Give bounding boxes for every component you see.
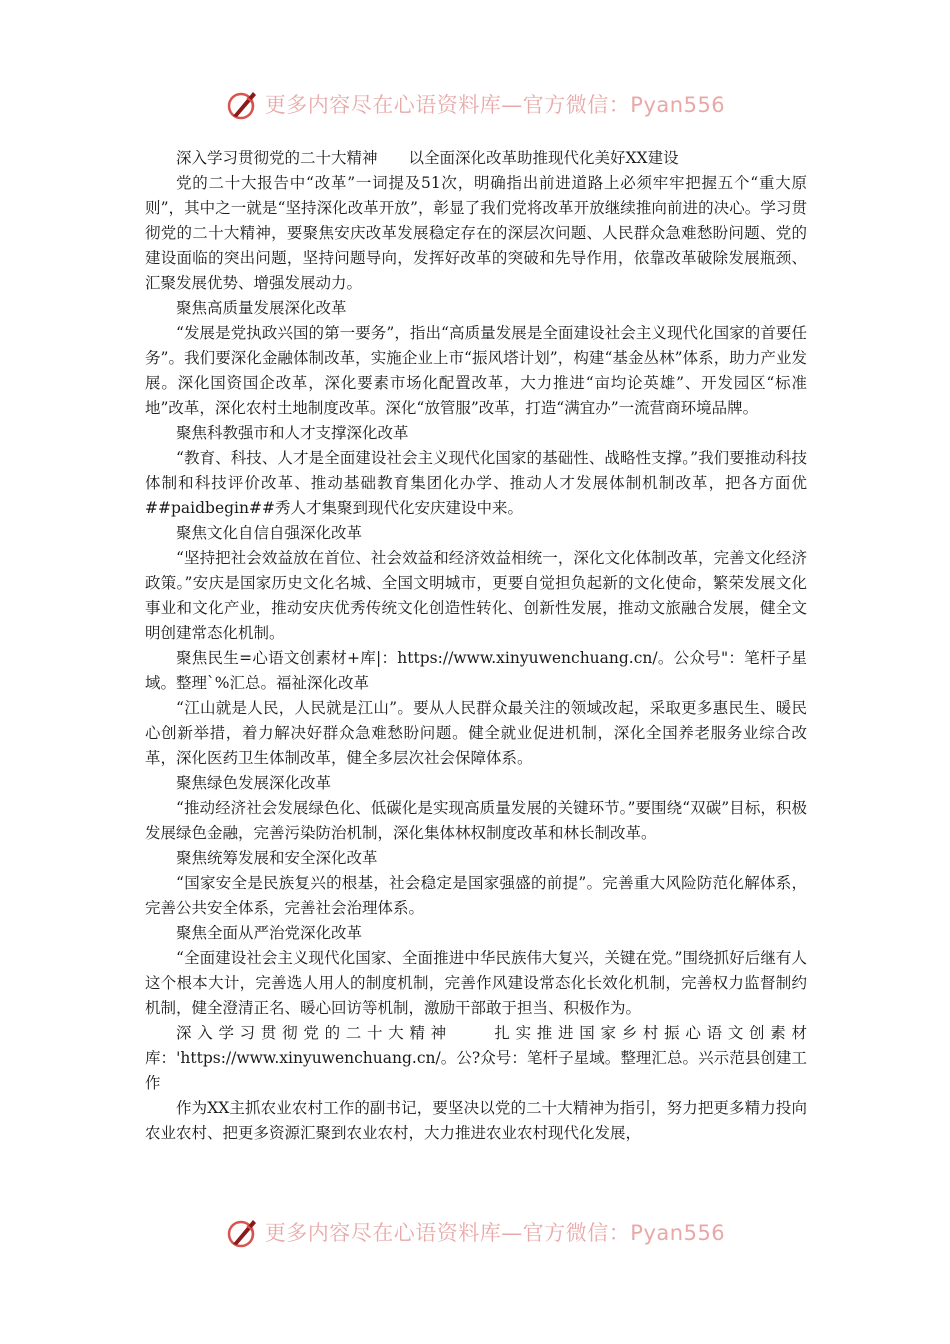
footer-banner — [0, 1212, 950, 1252]
section-heading: 聚焦全面从严治党深化改革 — [176, 924, 363, 942]
paragraph: 党的二十大报告中“改革”一词提及51次，明确指出前进道路上必须牢牢把握五个“重大原则”，其中之一就是“坚持深化改革开放”，彰显了我们党将改革开放继续推向前进的决心。学习贯彻党的二十大精神，要聚焦安庆改革发展稳定存在的深层次问题、人民群众急难愁盼问题、党的建设面临的突出问题，坚持问题导向，发挥好改革的突破和先导作用，依靠改革破除发展瓶颈、汇聚发展优势、增强发展动力。 — [145, 174, 807, 292]
header-banner — [0, 84, 950, 124]
header-banner-text: 更多内容尽在心语资料库—官方微信：Pyan556 — [264, 93, 726, 117]
pen-quill-logo-icon — [225, 1214, 261, 1250]
section-heading: 聚焦民生=心语文创素材+库|：https://www.xinyuwenchuang.cn/。公众号"：笔杆子星域。整理`%汇总。福祉深化改革 — [145, 649, 807, 692]
doc-title-2: 深入学习贯彻党的二十大精神 扎实推进国家乡村振心语文创素材库：'https://www.xinyuwenchuang.cn/。公?众号：笔杆子星域。整理汇总。兴示范县创建工作 — [145, 1024, 807, 1092]
doc-title-1: 深入学习贯彻党的二十大精神 以全面深化改革助推现代化美好XX建设 — [176, 149, 679, 167]
section-heading: 聚焦绿色发展深化改革 — [176, 774, 332, 792]
paragraph: “全面建设社会主义现代化国家、全面推进中华民族伟大复兴，关键在党。”围绕抓好后继有人这个根本大计，完善选人用人的制度机制，完善作风建设常态化长效化机制，完善权力监督制约机制，健全澄清正名、暖心回访等机制，激励干部敢于担当、积极作为。 — [145, 949, 807, 1017]
paragraph: “推动经济社会发展绿色化、低碳化是实现高质量发展的关键环节。”要围绕“双碳”目标，积极发展绿色金融，完善污染防治机制，深化集体林权制度改革和林长制改革。 — [145, 799, 807, 842]
section-heading: 聚焦统筹发展和安全深化改革 — [176, 849, 378, 867]
paragraph: “坚持把社会效益放在首位、社会效益和经济效益相统一，深化文化体制改革，完善文化经济政策。”安庆是国家历史文化名城、全国文明城市，更要自觉担负起新的文化使命，繁荣发展文化事业和文化产业，推动安庆优秀传统文化创造性转化、创新性发展，推动文旅融合发展，健全文明创建常态化机制。 — [145, 549, 807, 642]
paragraph: “教育、科技、人才是全面建设社会主义现代化国家的基础性、战略性支撑。”我们要推动科技体制和科技评价改革、推动基础教育集团化办学、推动人才发展体制机制改革，把各方面优##paidbegin##秀人才集聚到现代化安庆建设中来。 — [145, 449, 807, 517]
section-heading: 聚焦文化自信自强深化改革 — [176, 524, 363, 542]
document-body — [145, 146, 807, 1146]
paragraph: “发展是党执政兴国的第一要务”，指出“高质量发展是全面建设社会主义现代化国家的首要任务”。我们要深化金融体制改革，实施企业上市“振风塔计划”，构建“基金丛林”体系，助力产业发展。深化国资国企改革，深化要素市场化配置改革，大力推进“亩均论英雄”、开发园区“标准地”改革，深化农村土地制度改革。深化“放管服”改革，打造“满宜办”一流营商环境品牌。 — [145, 324, 807, 417]
footer-banner-text: 更多内容尽在心语资料库—官方微信：Pyan556 — [264, 1221, 726, 1245]
paragraph: 作为XX主抓农业农村工作的副书记，要坚决以党的二十大精神为指引，努力把更多精力投向农业农村、把更多资源汇聚到农业农村，大力推进农业农村现代化发展， — [145, 1099, 807, 1142]
section-heading: 聚焦科教强市和人才支撑深化改革 — [176, 424, 409, 442]
section-heading: 聚焦高质量发展深化改革 — [176, 299, 347, 317]
paragraph: “国家安全是民族复兴的根基，社会稳定是国家强盛的前提”。完善重大风险防范化解体系，完善公共安全体系，完善社会治理体系。 — [145, 874, 807, 917]
paragraph: “江山就是人民，人民就是江山”。要从人民群众最关注的领域改起，采取更多惠民生、暖民心创新举措，着力解决好群众急难愁盼问题。健全就业促进机制，深化全国养老服务业综合改革，深化医药卫生体制改革，健全多层次社会保障体系。 — [145, 699, 807, 767]
pen-quill-logo-icon — [225, 86, 261, 122]
